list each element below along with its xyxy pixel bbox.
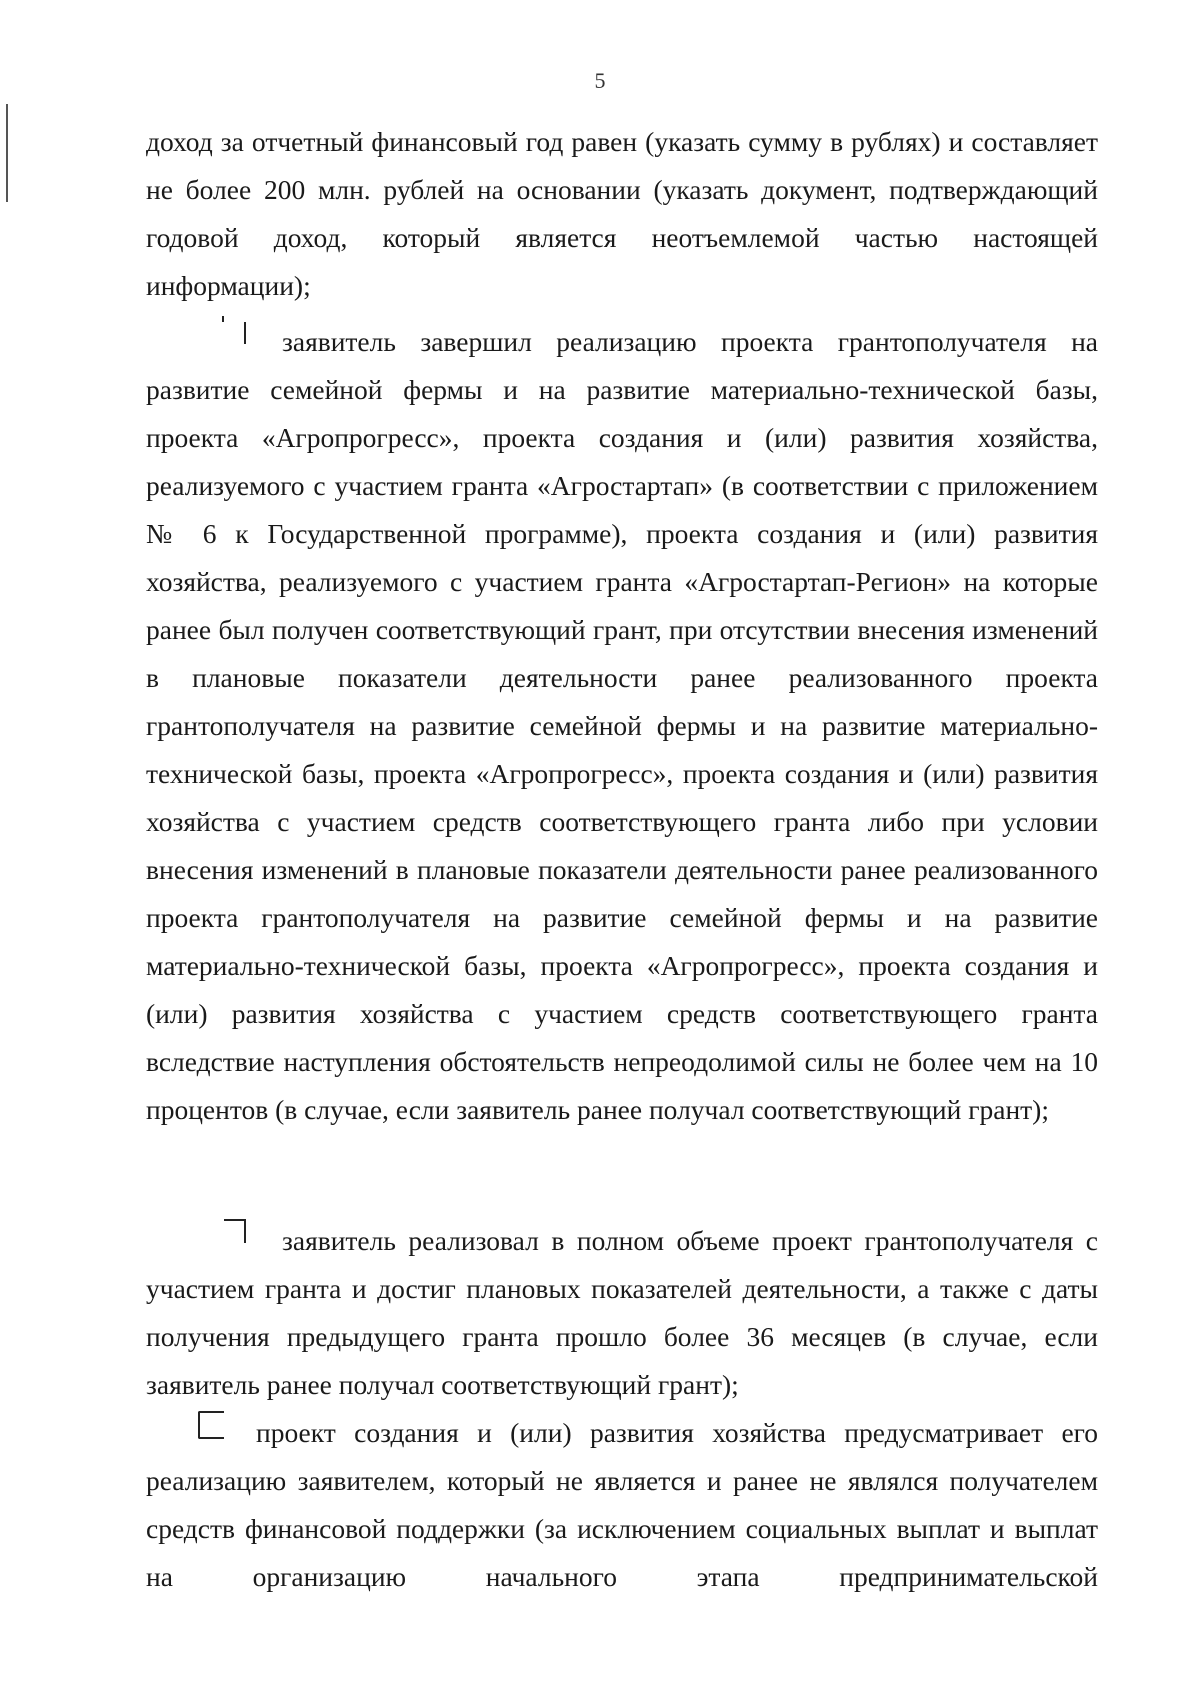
checkbox-bracket-icon: [224, 1219, 246, 1243]
checkbox-mark-icon: [222, 316, 224, 322]
paragraph-project-fully-implemented-text: заявитель реализовал в полном объеме проект грантополучателя с участием гранта и достиг плановых показателей деятельности, а также с даты получения предыдущего гранта прошло более 36 месяцев (в случае, если заявитель ранее получал соответствующий грант);: [146, 1225, 1098, 1400]
checkbox-bracket-icon: [198, 1411, 224, 1439]
paragraph-first-time-recipient: [146, 1409, 1098, 1601]
paragraph-project-fully-implemented: [146, 1217, 1098, 1409]
checkbox-project-fully-implemented[interactable]: [146, 1249, 282, 1250]
scan-margin-line: [6, 104, 8, 202]
paragraph-project-completed: [146, 318, 1098, 1134]
checkbox-bracket-icon: [238, 322, 246, 344]
checkbox-project-completed[interactable]: [146, 350, 282, 351]
paragraph-annual-income-text: доход за отчетный финансовый год равен (указать сумму в рублях) и составляет не более 200 млн. рублей на основании (указать документ, подтверждающий годовой доход, который является неотъемлемой частью настоящей информации);: [146, 126, 1098, 301]
paragraph-project-completed-text: заявитель завершил реализацию проекта грантополучателя на развитие семейной фермы и на развитие материально-технической базы, проекта «Агропрогресс», проекта создания и (или) развития хозяйства, реализуемого с участием гранта «Агростартап» (в соответствии с приложением № 6 к Государственной программе), проекта создания и (или) развития хозяйства, реализуемого с участием гранта «Агростартап-Регион» на которые ранее был получен соответствующий грант, при отсутствии внесения изменений в плановые показатели деятельности ранее реализованного проекта грантополучателя на развитие семейной фермы и на развитие материально-технической базы, проекта «Агропрогресс», проекта создания и (или) развития хозяйства с участием средств соответствующего гранта либо при условии внесения изменений в плановые показатели деятельности ранее реализованного проекта грантополучателя на развитие семейной фермы и на развитие материально-технической базы, проекта «Агропрогресс», проекта создания и (или) развития хозяйства с участием средств соответствующего гранта вследствие наступления обстоятельств непреодолимой силы не более чем на 10 процентов (в случае, если заявитель ранее получал соответствующий грант);: [146, 326, 1098, 1125]
paragraph-first-time-recipient-text: проект создания и (или) развития хозяйства предусматривает его реализацию заявителем, который не является и ранее не являлся получателем средств финансовой поддержки (за исключением социальных выплат и выплат на организацию начального этапа предпринимательской: [146, 1417, 1098, 1592]
checkbox-first-time-recipient[interactable]: [146, 1441, 256, 1442]
paragraph-annual-income: [146, 118, 1098, 310]
page-number: 5: [594, 68, 606, 93]
